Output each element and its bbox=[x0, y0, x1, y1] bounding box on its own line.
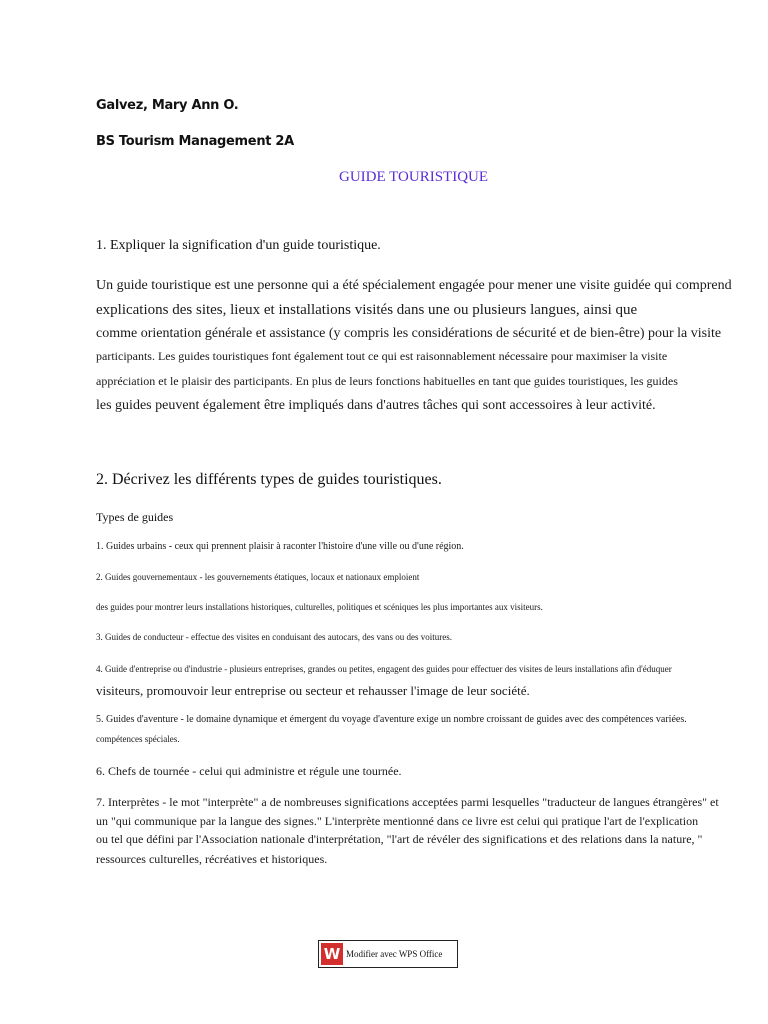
type-7-line-3: ou tel que défini par l'Association nationale d'interprétation, "l'art de révéler des significations et des relations dans la nature, " bbox=[96, 832, 703, 846]
type-2-line-2: des guides pour montrer leurs installations historiques, culturelles, politiques et scéniques les plus importantes aux visiteurs. bbox=[96, 602, 543, 612]
type-7-line-1: 7. Interprètes - le mot "interprète" a de nombreuses significations acceptées parmi lesquelles "traducteur de langues étrangères" et bbox=[96, 795, 719, 809]
course-line: BS Tourism Management 2A bbox=[96, 134, 294, 149]
answer-1-line-3: comme orientation générale et assistance (y compris les considérations de sécurité et de bien-être) pour la visite bbox=[96, 326, 722, 341]
type-6: 6. Chefs de tournée - celui qui administre et régule une tournée. bbox=[96, 764, 402, 778]
type-7-line-2: un "qui communique par la langue des signes." L'interprète mentionné dans ce livre est celui qui pratique l'art de l'explication bbox=[96, 814, 699, 828]
answer-1-line-4: participants. Les guides touristiques font également tout ce qui est raisonnablement nécessaire pour maximiser la visite bbox=[96, 349, 668, 363]
type-2-line-1: 2. Guides gouvernementaux - les gouvernements étatiques, locaux et nationaux emploient bbox=[96, 572, 420, 582]
author-name: Galvez, Mary Ann O. bbox=[96, 98, 239, 113]
document-title: GUIDE TOURISTIQUE bbox=[339, 169, 489, 185]
type-4-line-2: visiteurs, promouvoir leur entreprise ou secteur et rehausser l'image de leur société. bbox=[96, 683, 530, 698]
type-7-line-4: ressources culturelles, récréatives et historiques. bbox=[96, 852, 328, 866]
question-2: 2. Décrivez les différents types de guides touristiques. bbox=[96, 471, 442, 488]
wps-logo-icon: W bbox=[321, 943, 343, 965]
type-3: 3. Guides de conducteur - effectue des visites en conduisant des autocars, des vans ou des voitures. bbox=[96, 632, 452, 642]
type-1: 1. Guides urbains - ceux qui prennent plaisir à raconter l'histoire d'une ville ou d'une région. bbox=[96, 541, 464, 552]
type-5-line-1: 5. Guides d'aventure - le domaine dynamique et émergent du voyage d'aventure exige un nombre croissant de guides avec des compétences variées. bbox=[96, 714, 687, 725]
type-4-line-1: 4. Guide d'entreprise ou d'industrie - plusieurs entreprises, grandes ou petites, engagent des guides pour effectuer des visites de leurs installations afin d'éduquer bbox=[96, 664, 672, 674]
answer-1-line-6: les guides peuvent également être impliqués dans d'autres tâches qui sont accessoires à leur activité. bbox=[96, 398, 656, 413]
answer-1-line-1: Un guide touristique est une personne qui a été spécialement engagée pour mener une visite guidée qui comprend bbox=[96, 278, 732, 293]
question-1: 1. Expliquer la signification d'un guide touristique. bbox=[96, 238, 381, 253]
wps-office-badge[interactable] bbox=[318, 940, 458, 968]
type-5-line-2: compétences spéciales. bbox=[96, 734, 180, 744]
answer-1-line-5: appréciation et le plaisir des participants. En plus de leurs fonctions habituelles en tant que guides touristiques, les guides bbox=[96, 374, 678, 388]
types-subheading: Types de guides bbox=[96, 510, 174, 524]
wps-badge-text: Modifier avec WPS Office bbox=[346, 949, 443, 959]
answer-1-line-2: explications des sites, lieux et installations visités dans une ou plusieurs langues, ainsi que bbox=[96, 302, 638, 318]
